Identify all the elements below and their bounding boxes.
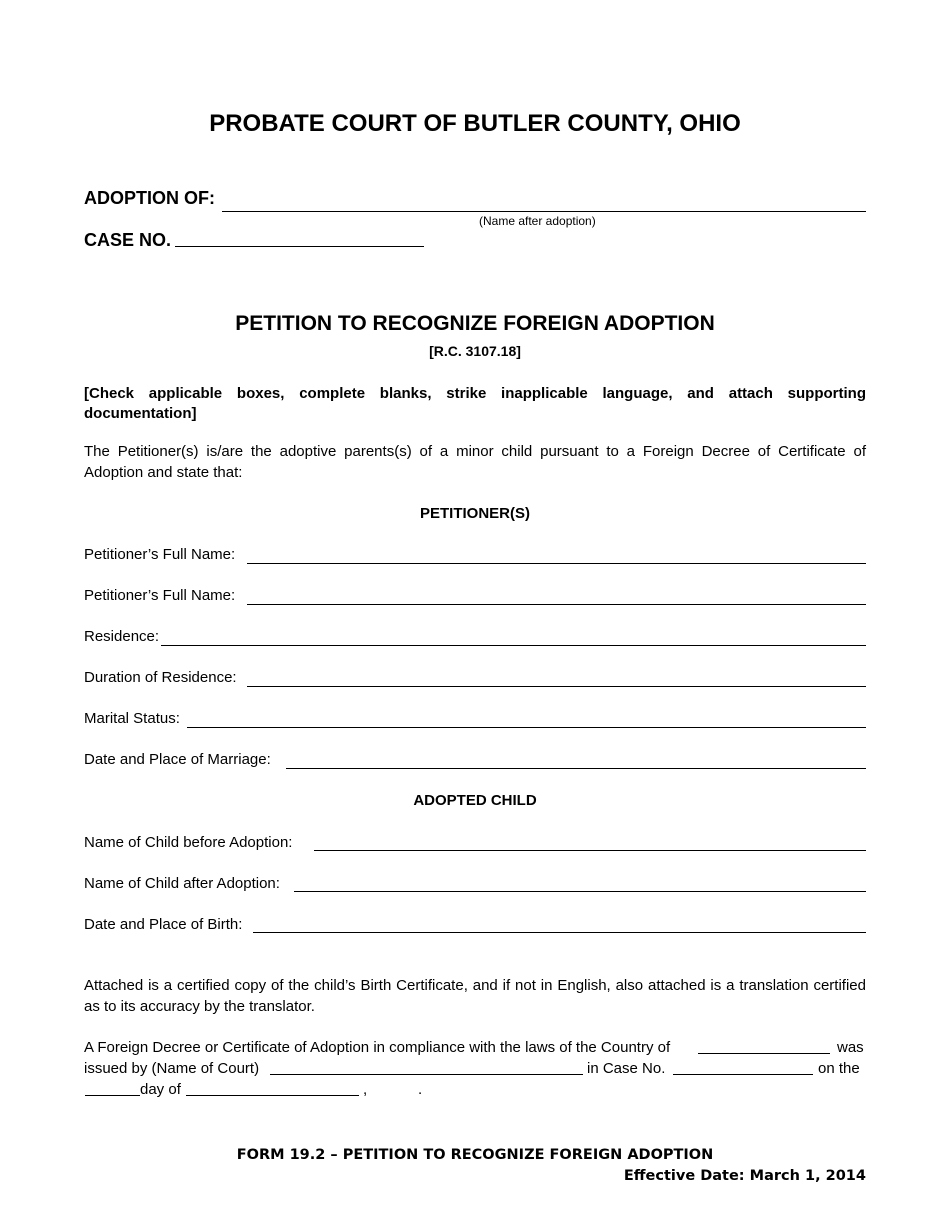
adopted-child-heading: ADOPTED CHILD <box>413 792 537 809</box>
decree-line1-end: was <box>837 1039 864 1056</box>
child-name-before-label: Name of Child before Adoption: <box>84 834 293 851</box>
footer-effective-date: Effective Date: March 1, 2014 <box>623 1168 866 1184</box>
form-title: PETITION TO RECOGNIZE FOREIGN ADOPTION <box>235 312 715 335</box>
statute-reference: [R.C. 3107.18] <box>429 343 521 359</box>
adoption-of-label: ADOPTION OF: <box>84 188 215 208</box>
court-name-field[interactable] <box>270 1074 583 1075</box>
month-field[interactable] <box>186 1095 359 1096</box>
case-no-field[interactable] <box>175 246 424 247</box>
adoption-name-field[interactable] <box>222 211 866 212</box>
residence-field[interactable] <box>161 645 866 646</box>
foreign-case-no-field[interactable] <box>673 1074 813 1075</box>
petitioners-heading: PETITIONER(S) <box>419 505 530 522</box>
child-name-after-field[interactable] <box>294 891 866 892</box>
day-field[interactable] <box>85 1095 140 1096</box>
birth-date-place-label: Date and Place of Birth: <box>84 916 243 933</box>
decree-line1-text: A Foreign Decree or Certificate of Adoption in compliance with the laws of the Country of <box>84 1039 671 1056</box>
on-the-text: on the <box>818 1060 860 1077</box>
country-field[interactable] <box>698 1053 830 1054</box>
duration-of-residence-field[interactable] <box>247 686 866 687</box>
marital-status-field[interactable] <box>187 727 866 728</box>
footer-form-name: FORM 19.2 – PETITION TO RECOGNIZE FOREIGN ADOPTION <box>236 1147 714 1163</box>
residence-label: Residence: <box>84 628 160 645</box>
intro-paragraph: The Petitioner(s) is/are the adoptive parents(s) of a minor child pursuant to a Foreign Decree of Certificate of Adoption and state that: <box>84 443 866 481</box>
child-name-before-field[interactable] <box>314 850 866 851</box>
name-after-adoption-hint: (Name after adoption) <box>479 214 596 228</box>
day-of-text: day of <box>140 1081 181 1098</box>
instructions: [Check applicable boxes, complete blanks, strike inapplicable language, and attach supporting documentation] <box>84 385 866 422</box>
period-text: . <box>418 1081 423 1098</box>
case-no-label: CASE NO. <box>84 230 172 250</box>
petitioner-1-name-label: Petitioner’s Full Name: <box>84 546 236 563</box>
decree-line2-text: issued by (Name of Court) <box>84 1060 260 1077</box>
birth-date-place-field[interactable] <box>253 932 866 933</box>
petitioner-2-name-label: Petitioner’s Full Name: <box>84 587 236 604</box>
marriage-date-place-field[interactable] <box>286 768 866 769</box>
case-no-text: in Case No. <box>587 1060 666 1077</box>
petitioner-2-name-field[interactable] <box>247 604 866 605</box>
child-name-after-label: Name of Child after Adoption: <box>84 875 280 892</box>
comma-text: , <box>363 1081 368 1098</box>
birth-certificate-paragraph: Attached is a certified copy of the child’s Birth Certificate, and if not in English, also attached is a translation certified as to its accuracy by the translator. <box>84 977 866 1015</box>
petitioner-1-name-field[interactable] <box>247 563 866 564</box>
duration-of-residence-label: Duration of Residence: <box>84 669 237 686</box>
marriage-date-place-label: Date and Place of Marriage: <box>84 751 271 768</box>
marital-status-label: Marital Status: <box>84 710 180 727</box>
court-title: PROBATE COURT OF BUTLER COUNTY, OHIO <box>209 110 741 137</box>
